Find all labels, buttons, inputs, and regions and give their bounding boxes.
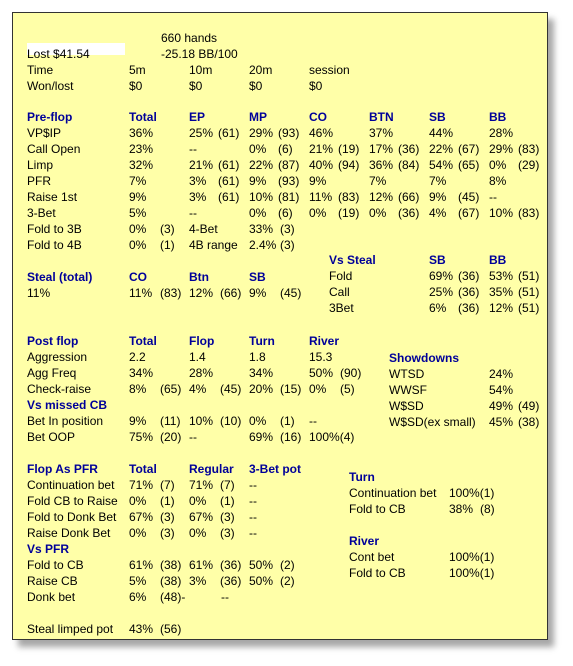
missed-total-count: (20) [160, 430, 182, 444]
flop-as-pfr-3bet: -- [249, 494, 257, 508]
showdown-row-label: W$SD(ex small) [389, 415, 476, 429]
time-c1: 5m [129, 63, 146, 77]
preflop-sb: 4% [429, 206, 447, 220]
preflop-co-count: (19) [338, 206, 360, 220]
vs-pfr-row-label: Donk bet [27, 590, 76, 604]
postflop-river: 0% [309, 382, 327, 396]
turn-row-label: Continuation bet [349, 486, 437, 500]
preflop-header-7: BB [489, 110, 507, 124]
vs-pfr-header: Vs PFR [27, 542, 70, 556]
hud-stats-panel [12, 12, 548, 640]
postflop-turn: 1.8 [249, 350, 266, 364]
wonlost-c2: $0 [189, 79, 203, 93]
preflop-mp-count: (93) [278, 126, 300, 140]
vssteal-row-label: Call [329, 285, 350, 299]
preflop-btn: 7% [369, 174, 387, 188]
postflop-header-1: Total [129, 334, 157, 348]
fold-to-4b-count: (1) [160, 238, 175, 252]
preflop-mp: 29% [249, 126, 274, 140]
postflop-row-label: Agg Freq [27, 366, 77, 380]
vssteal-header-0: Vs Steal [329, 253, 376, 267]
flop-as-pfr-3bet: -- [249, 478, 257, 492]
postflop-total-count: (65) [160, 382, 182, 396]
preflop-bb: 10% [489, 206, 514, 220]
vs-pfr-total-count: (38) [160, 558, 182, 572]
flop-as-pfr-header-2: Regular [189, 462, 234, 476]
preflop-header-4: CO [309, 110, 327, 124]
preflop-header-5: BTN [369, 110, 394, 124]
flop-as-pfr-total-count: (3) [160, 526, 175, 540]
fold-to-3b-value: 0% [129, 222, 147, 236]
turn-count: (8) [480, 502, 495, 516]
preflop-ep-count: (61) [218, 126, 240, 140]
preflop-mp-count: (6) [278, 142, 293, 156]
vs-pfr-total: 6% [129, 590, 147, 604]
missed-turn: 69% [249, 430, 274, 444]
vs-pfr-3bet-count: (2) [280, 558, 295, 572]
preflop-total: 23% [129, 142, 154, 156]
showdown-value: 54% [489, 383, 514, 397]
missed-river: -- [309, 414, 317, 428]
preflop-sb: 7% [429, 174, 447, 188]
vssteal-sb: 25% [429, 285, 454, 299]
postflop-row-label: Check-raise [27, 382, 92, 396]
four-bet-range-value: 2.4% [249, 238, 277, 252]
missed-total-count: (11) [160, 414, 181, 428]
river-row-label: Fold to CB [349, 566, 406, 580]
preflop-row-label: PFR [27, 174, 51, 188]
vssteal-row-label: 3Bet [329, 301, 354, 315]
preflop-sb-count: (45) [458, 190, 480, 204]
bb-per-100: -25.18 BB/100 [161, 47, 238, 61]
preflop-btn-count: (66) [398, 190, 420, 204]
fold-to-3b-label: Fold to 3B [27, 222, 82, 236]
preflop-mp: 10% [249, 190, 274, 204]
lost-amount: Lost $41.54 [27, 47, 90, 61]
preflop-ep: 3% [189, 174, 207, 188]
vssteal-sb-count: (36) [458, 301, 480, 315]
showdown-row-label: W$SD [389, 399, 424, 413]
vssteal-sb-count: (36) [458, 285, 480, 299]
postflop-header-2: Flop [189, 334, 215, 348]
flop-as-pfr-regular: 0% [189, 526, 207, 540]
wonlost-c4: $0 [309, 79, 323, 93]
flop-as-pfr-regular-count: (1) [220, 494, 235, 508]
postflop-river-count: (90) [340, 366, 362, 380]
turn-value: 100%(1) [449, 486, 495, 500]
postflop-turn: 34% [249, 366, 274, 380]
preflop-row-label: Call Open [27, 142, 81, 156]
postflop-flop: 4% [189, 382, 207, 396]
vs-pfr-total-count: (38) [160, 574, 182, 588]
preflop-sb: 22% [429, 142, 454, 156]
vs-pfr-row-label: Fold to CB [27, 558, 84, 572]
showdown-value: 45% [489, 415, 514, 429]
preflop-mp-count: (6) [278, 206, 293, 220]
preflop-co-count: (83) [338, 190, 360, 204]
steal-co-count: (83) [160, 286, 182, 300]
postflop-flop: 1.4 [189, 350, 206, 364]
turn-header: Turn [349, 470, 375, 484]
preflop-mp: 0% [249, 142, 267, 156]
preflop-sb: 9% [429, 190, 447, 204]
vssteal-header-2: BB [489, 253, 507, 267]
vssteal-sb: 69% [429, 269, 454, 283]
postflop-total: 34% [129, 366, 154, 380]
vs-pfr-total: 61% [129, 558, 154, 572]
vs-pfr-regular-count: (36) [220, 558, 242, 572]
vs-pfr-3bet: 50% [249, 574, 274, 588]
preflop-bb: 29% [489, 142, 514, 156]
preflop-mp: 0% [249, 206, 267, 220]
preflop-mp-count: (81) [278, 190, 300, 204]
preflop-btn: 36% [369, 158, 394, 172]
showdown-value: 24% [489, 367, 514, 381]
preflop-row-label: VP$IP [27, 126, 62, 140]
preflop-sb: 44% [429, 126, 454, 140]
flop-as-pfr-total: 71% [129, 478, 154, 492]
four-bet-count: (3) [280, 222, 295, 236]
flop-as-pfr-regular: 71% [189, 478, 214, 492]
postflop-total: 8% [129, 382, 147, 396]
postflop-row-label: Aggression [27, 350, 88, 364]
preflop-header-3: MP [249, 110, 267, 124]
vs-missed-cb-header: Vs missed CB [27, 398, 108, 412]
steal-sb-count: (45) [280, 286, 302, 300]
postflop-header-0: Post flop [27, 334, 79, 348]
postflop-river-count: (5) [340, 382, 355, 396]
river-row-label: Cont bet [349, 550, 395, 564]
preflop-ep: 3% [189, 190, 207, 204]
preflop-mp: 9% [249, 174, 267, 188]
vssteal-row-label: Fold [329, 269, 353, 283]
flop-as-pfr-regular-count: (3) [220, 510, 235, 524]
preflop-row-label: Raise 1st [27, 190, 78, 204]
preflop-bb-count: (83) [518, 142, 540, 156]
river-header: River [349, 534, 380, 548]
flop-as-pfr-row-label: Continuation bet [27, 478, 115, 492]
missed-total: 9% [129, 414, 147, 428]
preflop-co: 0% [309, 206, 327, 220]
missed-flop: -- [189, 430, 197, 444]
missed-flop-count: (10) [220, 414, 242, 428]
postflop-header-3: Turn [249, 334, 275, 348]
vs-pfr-3bet-count: (2) [280, 574, 295, 588]
vssteal-bb-count: (51) [518, 301, 540, 315]
preflop-mp-count: (93) [278, 174, 300, 188]
steal-co: 11% [129, 286, 153, 300]
steal-total: 11% [27, 286, 51, 300]
river-value: 100%(1) [449, 566, 495, 580]
steal-limped-pot-label: Steal limped pot [27, 622, 114, 636]
missed-cb-row-label: Bet OOP [27, 430, 76, 444]
postflop-turn: 20% [249, 382, 274, 396]
time-c3: 20m [249, 63, 273, 77]
vssteal-bb: 12% [489, 301, 514, 315]
preflop-btn: 12% [369, 190, 394, 204]
flop-as-pfr-row-label: Fold CB to Raise [27, 494, 118, 508]
flop-as-pfr-regular-count: (7) [220, 478, 235, 492]
missed-turn-count: (16) [280, 430, 302, 444]
fold-to-4b-label: Fold to 4B [27, 238, 82, 252]
missed-flop: 10% [189, 414, 214, 428]
showdown-count: (38) [518, 415, 540, 429]
preflop-bb: 0% [489, 158, 507, 172]
preflop-co-count: (19) [338, 142, 360, 156]
vs-pfr-total: 5% [129, 574, 147, 588]
missed-turn-count: (1) [280, 414, 295, 428]
four-bet-range-label: 4B range [189, 238, 238, 252]
vs-pfr-regular: 61% [189, 558, 214, 572]
vs-pfr-regular-count: (36) [220, 574, 242, 588]
postflop-flop-count: (45) [220, 382, 242, 396]
flop-as-pfr-total: 0% [129, 526, 147, 540]
flop-as-pfr-total-count: (7) [160, 478, 175, 492]
four-bet-label: 4-Bet [189, 222, 218, 236]
preflop-bb-count: (29) [518, 158, 540, 172]
postflop-turn-count: (15) [280, 382, 302, 396]
wonlost-c3: $0 [249, 79, 263, 93]
missed-total: 75% [129, 430, 154, 444]
preflop-header-2: EP [189, 110, 206, 124]
preflop-total: 36% [129, 126, 154, 140]
four-bet-value: 33% [249, 222, 274, 236]
postflop-river: 50% [309, 366, 334, 380]
preflop-header-0: Pre-flop [27, 110, 73, 124]
steal-header-2: Btn [189, 270, 209, 284]
flop-as-pfr-total: 67% [129, 510, 154, 524]
showdown-value: 49% [489, 399, 514, 413]
steal-header-3: SB [249, 270, 266, 284]
postflop-flop: 28% [189, 366, 214, 380]
flop-as-pfr-header-3: 3-Bet pot [249, 462, 301, 476]
preflop-ep: -- [189, 206, 197, 220]
fold-to-3b-count: (3) [160, 222, 175, 236]
preflop-co: 11% [309, 190, 333, 204]
preflop-mp-count: (87) [278, 158, 300, 172]
preflop-sb-count: (67) [458, 206, 480, 220]
vssteal-sb: 6% [429, 301, 447, 315]
steal-btn-count: (66) [220, 286, 242, 300]
flop-as-pfr-3bet: -- [249, 510, 257, 524]
flop-as-pfr-regular: 0% [189, 494, 207, 508]
preflop-co: 9% [309, 174, 327, 188]
preflop-btn-count: (36) [398, 142, 420, 156]
steal-limped-pot-count: (56) [160, 622, 182, 636]
four-bet-range-count: (3) [280, 238, 295, 252]
preflop-header-6: SB [429, 110, 446, 124]
showdown-row-label: WWSF [389, 383, 427, 397]
flop-as-pfr-row-label: Fold to Donk Bet [27, 510, 117, 524]
preflop-btn: 17% [369, 142, 394, 156]
vssteal-sb-count: (36) [458, 269, 480, 283]
flop-as-pfr-header-1: Total [129, 462, 157, 476]
preflop-bb-count: (83) [518, 206, 540, 220]
preflop-total: 7% [129, 174, 147, 188]
preflop-row-label: 3-Bet [27, 206, 56, 220]
missed-river: 100%(4) [309, 430, 355, 444]
time-c2: 10m [189, 63, 213, 77]
preflop-btn-count: (84) [398, 158, 420, 172]
preflop-ep: 25% [189, 126, 214, 140]
preflop-bb: 8% [489, 174, 507, 188]
flop-as-pfr-3bet: -- [249, 526, 257, 540]
preflop-total: 9% [129, 190, 147, 204]
steal-header-1: CO [129, 270, 147, 284]
hands-count: 660 hands [161, 31, 218, 45]
missed-turn: 0% [249, 414, 267, 428]
steal-header-0: Steal (total) [27, 270, 93, 284]
preflop-sb-count: (67) [458, 142, 480, 156]
preflop-row-label: Limp [27, 158, 54, 172]
preflop-ep-count: (61) [218, 190, 240, 204]
preflop-bb: 28% [489, 126, 514, 140]
steal-sb: 9% [249, 286, 267, 300]
river-value: 100%(1) [449, 550, 495, 564]
vssteal-bb-count: (51) [518, 285, 540, 299]
vs-pfr-total-count: (48)- [160, 590, 186, 604]
preflop-co: 40% [309, 158, 334, 172]
preflop-ep-count: (61) [218, 174, 240, 188]
preflop-btn: 0% [369, 206, 387, 220]
wonlost-c1: $0 [129, 79, 143, 93]
turn-row-label: Fold to CB [349, 502, 406, 516]
preflop-ep-count: (61) [218, 158, 240, 172]
flop-as-pfr-regular-count: (3) [220, 526, 235, 540]
showdowns-header: Showdowns [389, 351, 459, 365]
preflop-total: 5% [129, 206, 147, 220]
showdown-count: (49) [518, 399, 540, 413]
wonlost-label: Won/lost [27, 79, 74, 93]
vs-pfr-row-label: Raise CB [27, 574, 78, 588]
time-label: Time [27, 63, 54, 77]
preflop-co: 21% [309, 142, 334, 156]
preflop-sb: 54% [429, 158, 454, 172]
missed-cb-row-label: Bet In position [27, 414, 104, 428]
vs-pfr-regular: 3% [189, 574, 207, 588]
time-c4: session [309, 63, 350, 77]
postflop-header-4: River [309, 334, 340, 348]
flop-as-pfr-regular: 67% [189, 510, 214, 524]
postflop-river: 15.3 [309, 350, 333, 364]
preflop-bb: -- [489, 190, 497, 204]
turn-value: 38% [449, 502, 474, 516]
vs-pfr-3bet: 50% [249, 558, 274, 572]
preflop-ep: -- [189, 142, 197, 156]
preflop-btn-count: (36) [398, 206, 420, 220]
vssteal-bb-count: (51) [518, 269, 540, 283]
preflop-co: 46% [309, 126, 334, 140]
vssteal-header-1: SB [429, 253, 446, 267]
flop-as-pfr-header-0: Flop As PFR [27, 462, 98, 476]
preflop-co-count: (94) [338, 158, 360, 172]
preflop-mp: 22% [249, 158, 274, 172]
steal-btn: 12% [189, 286, 214, 300]
preflop-ep: 21% [189, 158, 214, 172]
flop-as-pfr-total-count: (3) [160, 510, 175, 524]
flop-as-pfr-row-label: Raise Donk Bet [27, 526, 111, 540]
vs-pfr-3bet: -- [221, 590, 229, 604]
vssteal-bb: 35% [489, 285, 514, 299]
flop-as-pfr-total-count: (1) [160, 494, 175, 508]
preflop-btn: 37% [369, 126, 394, 140]
preflop-sb-count: (65) [458, 158, 480, 172]
fold-to-4b-value: 0% [129, 238, 147, 252]
steal-limped-pot-value: 43% [129, 622, 154, 636]
flop-as-pfr-total: 0% [129, 494, 147, 508]
showdown-row-label: WTSD [389, 367, 425, 381]
postflop-total: 2.2 [129, 350, 146, 364]
vssteal-bb: 53% [489, 269, 514, 283]
preflop-total: 32% [129, 158, 154, 172]
preflop-header-1: Total [129, 110, 157, 124]
